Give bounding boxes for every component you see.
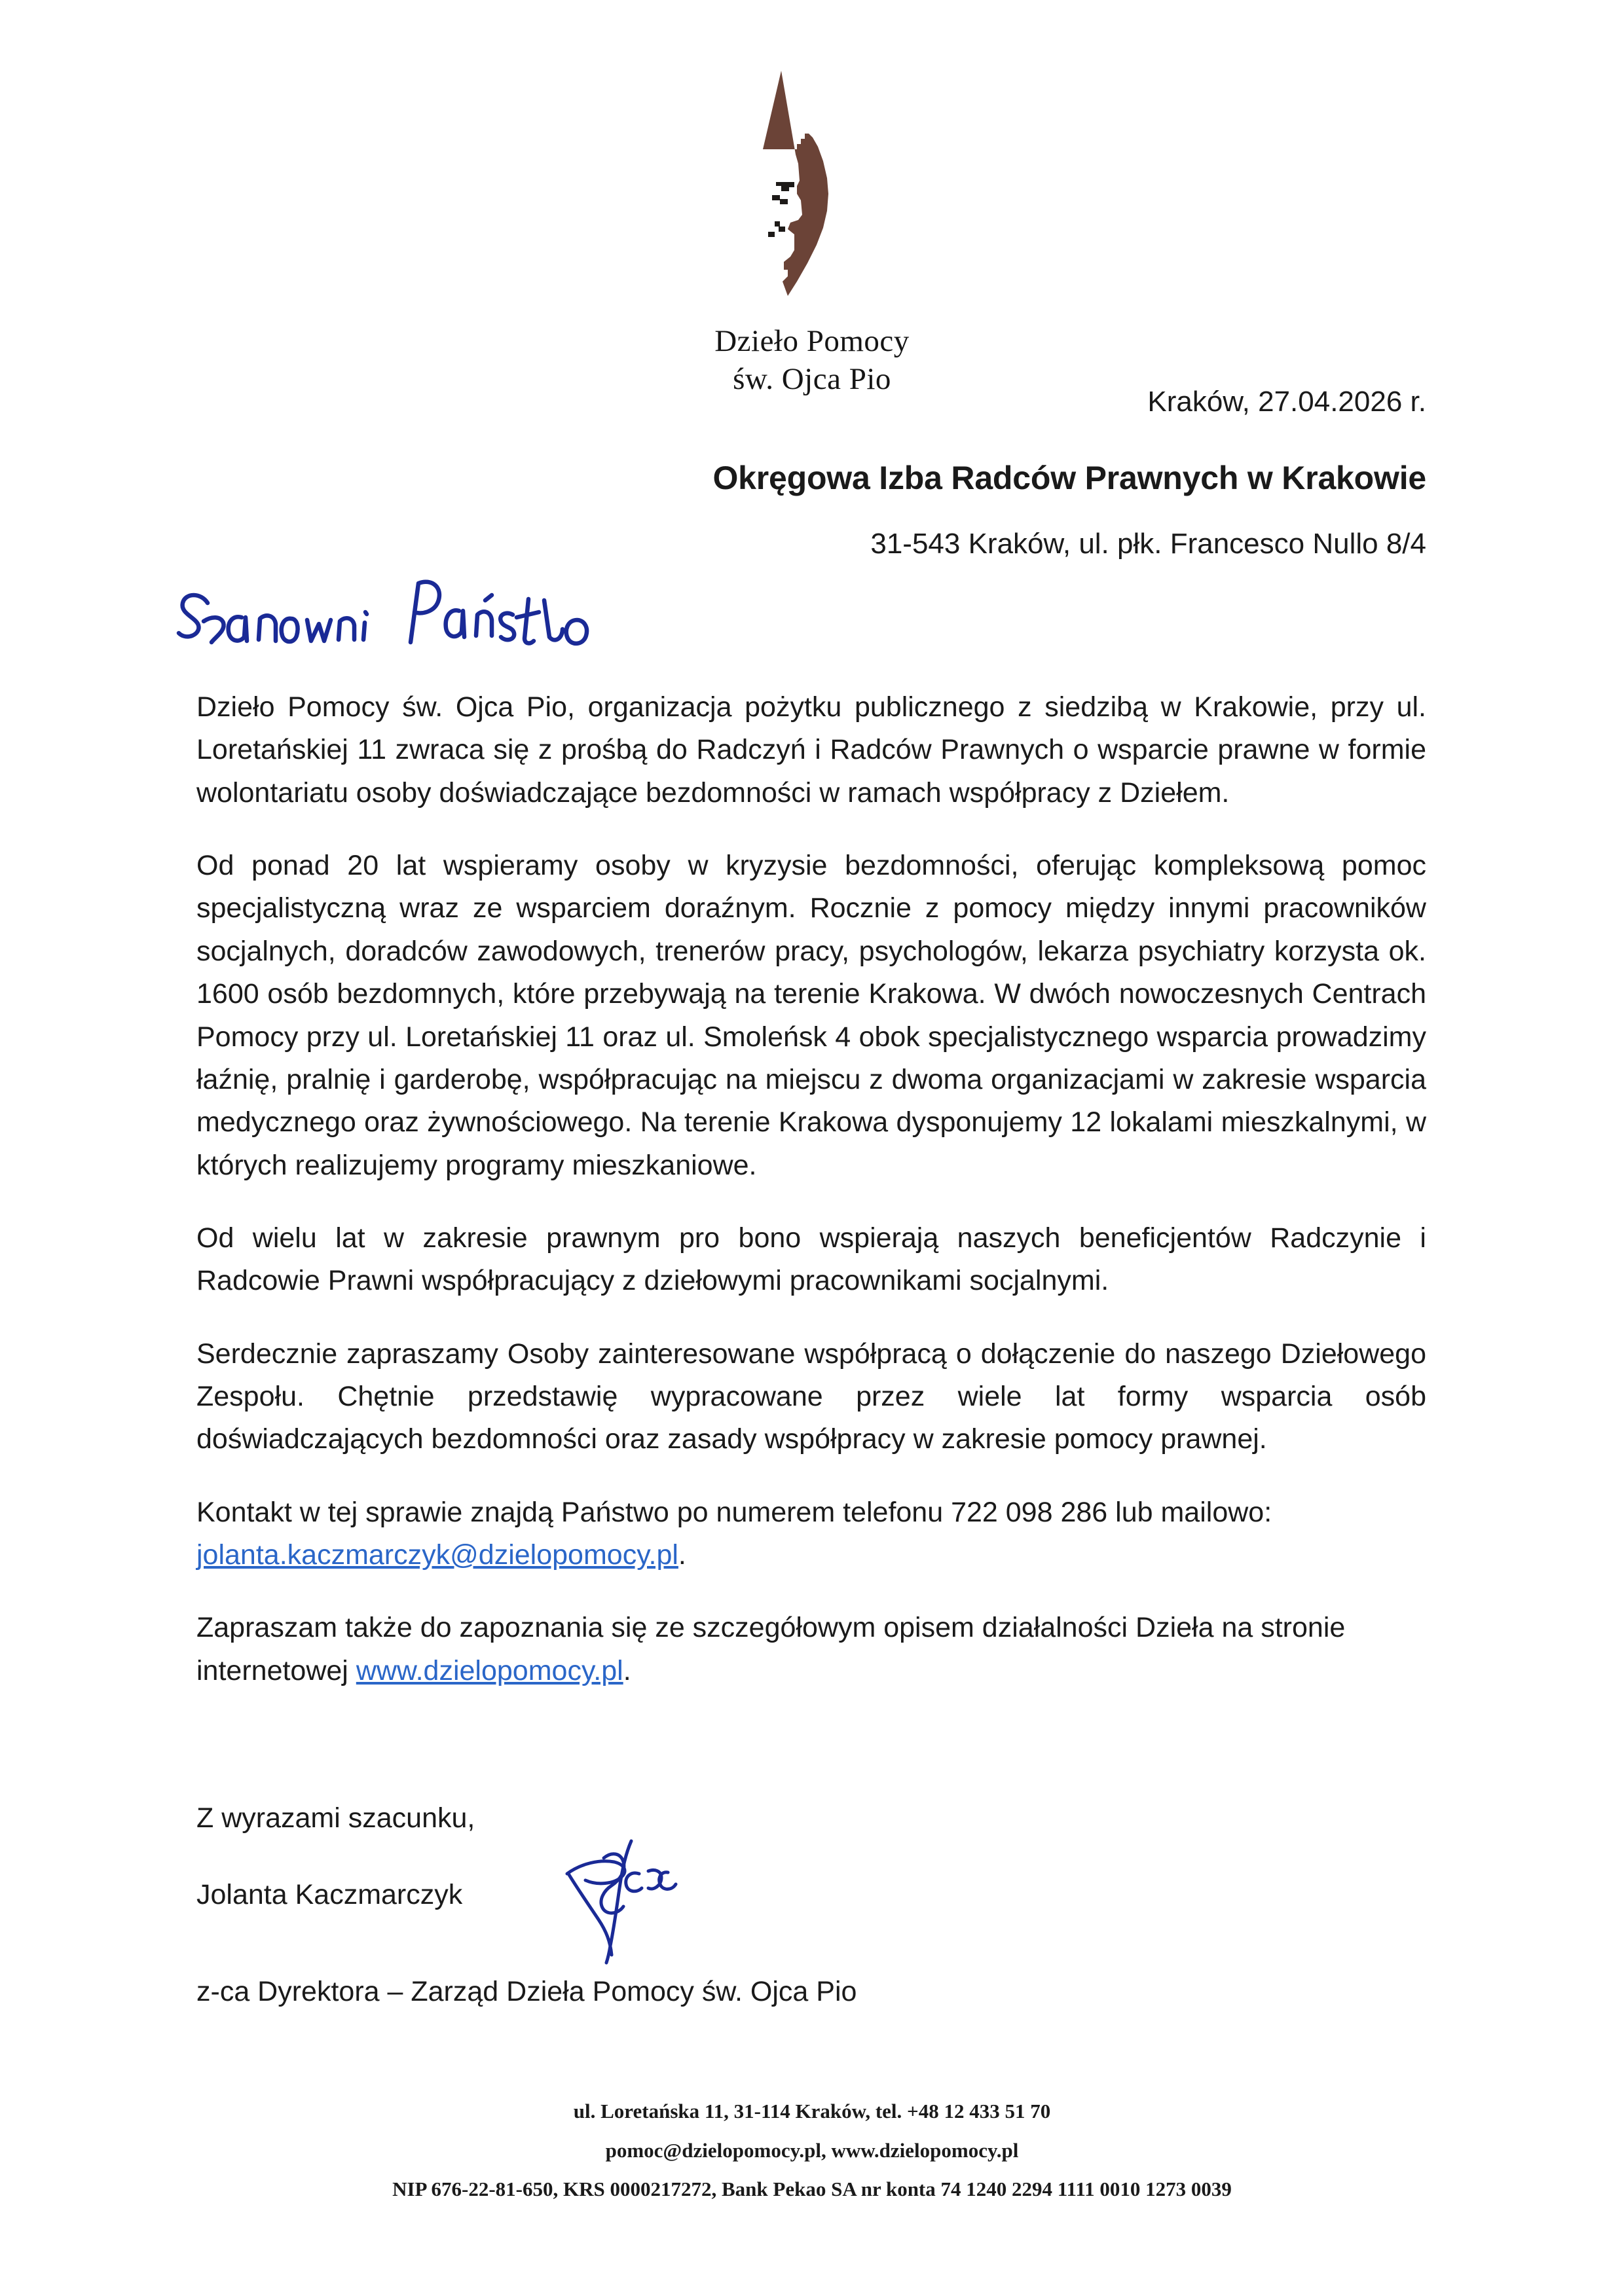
website-text-before-link: Zapraszam także do zapoznania się ze szczegółowym opisem działalności Dzieła na stronie internetowej [196, 1612, 1346, 1686]
signature-name-row [196, 1874, 1426, 1937]
body-paragraph-1: Dzieło Pomocy św. Ojca Pio, organizacja pożytku publicznego z siedzibą w Krakowie, przy ul. Loretańskiej 11 zwraca się z prośbą do Radczyń i Radców Prawnych o wsparcie prawne w formie wolontariatu osoby doświadczające bezdomności w ramach współpracy z Dziełem. [196, 691, 1426, 809]
body-paragraph-3: Od wielu lat w zakresie prawnym pro bono wspierają naszych beneficjentów Radczynie i Radcowie Prawni współpracujący z dziełowymi pracownikami socjalnymi. [196, 1222, 1426, 1297]
page-footer [0, 2092, 1624, 2209]
body-paragraph-2: Od ponad 20 lat wspieramy osoby w kryzysie bezdomności, oferując kompleksową pomoc specjalistyczną wraz ze wsparciem doraźnym. Rocznie z pomocy między innymi pracowników socjalnych, doradców zawodowych, trenerów pracy, psychologów, lekarza psychiatry korzysta ok. 1600 osób bezdomnych, które przebywają na terenie Krakowa. W dwóch nowoczesnych Centrach Pomocy przy ul. Loretańskiej 11 oraz ul. Smoleńsk 4 obok specjalistycznego wsparcia prowadzimy łaźnię, pralnię i garderobę, współpracując na miejscu z dwoma organizacjami w zakresie wsparcia medycznego oraz żywnościowego. Na terenie Krakowa dysponujemy 12 lokalami mieszkalnymi, w których realizujemy programy mieszkaniowe. [196, 850, 1426, 1181]
body-paragraph-website [196, 1607, 1426, 1692]
logo-wordmark-line2: św. Ojca Pio [733, 362, 891, 397]
website-text-after-link: . [623, 1654, 631, 1686]
handwritten-salutation [167, 560, 625, 658]
profile-silhouette-logo-icon [750, 65, 874, 308]
website-link[interactable]: www.dzielopomocy.pl [356, 1654, 623, 1686]
handwritten-signature [563, 1833, 733, 1971]
footer-legal-line: NIP 676-22-81-650, KRS 0000217272, Bank Pekao SA nr konta 74 1240 2294 1111 0010 1273 0039 [392, 2178, 1232, 2201]
recipient-address: 31-543 Kraków, ul. płk. Francesco Nullo 8/4 [870, 528, 1426, 560]
signature-closing: Z wyrazami szacunku, [196, 1802, 475, 1834]
contact-text-after-email: . [678, 1539, 686, 1571]
body-paragraph-contact [196, 1491, 1426, 1577]
body-paragraph-4: Serdecznie zapraszamy Osoby zainteresowane współpracą o dołączenie do naszego Dziełowego Zespołu. Chętnie przedstawię wypracowane przez wiele lat formy wsparcia osób doświadczających bezdomności oraz zasady współpracy w zakresie pomocy prawnej. [196, 1338, 1426, 1455]
letter-date: Kraków, 27.04.2026 r. [1147, 386, 1426, 418]
signature-role: z-ca Dyrektora – Zarząd Dzieła Pomocy św. Ojca Pio [196, 1975, 857, 2007]
signature-block [196, 1797, 1426, 2013]
recipient-organization: Okręgowa Izba Radców Prawnych w Krakowie [712, 460, 1426, 496]
logo-wordmark-line1: Dzieło Pomocy [714, 324, 910, 358]
contact-text-before-email: Kontakt w tej sprawie znajdą Państwo po numerem telefonu 722 098 286 lub mailowo: [196, 1496, 1272, 1528]
letter-body [196, 686, 1426, 1722]
organization-logo-block [0, 65, 1624, 399]
signature-name: Jolanta Kaczmarczyk [196, 1878, 463, 1910]
email-link[interactable]: jolanta.kaczmarczyk@dzielopomocy.pl [196, 1539, 678, 1571]
footer-address-line: ul. Loretańska 11, 31-114 Kraków, tel. +48 12 433 51 70 [573, 2100, 1051, 2123]
footer-contact-line: pomoc@dzielopomocy.pl, www.dzielopomocy.pl [605, 2138, 1019, 2162]
